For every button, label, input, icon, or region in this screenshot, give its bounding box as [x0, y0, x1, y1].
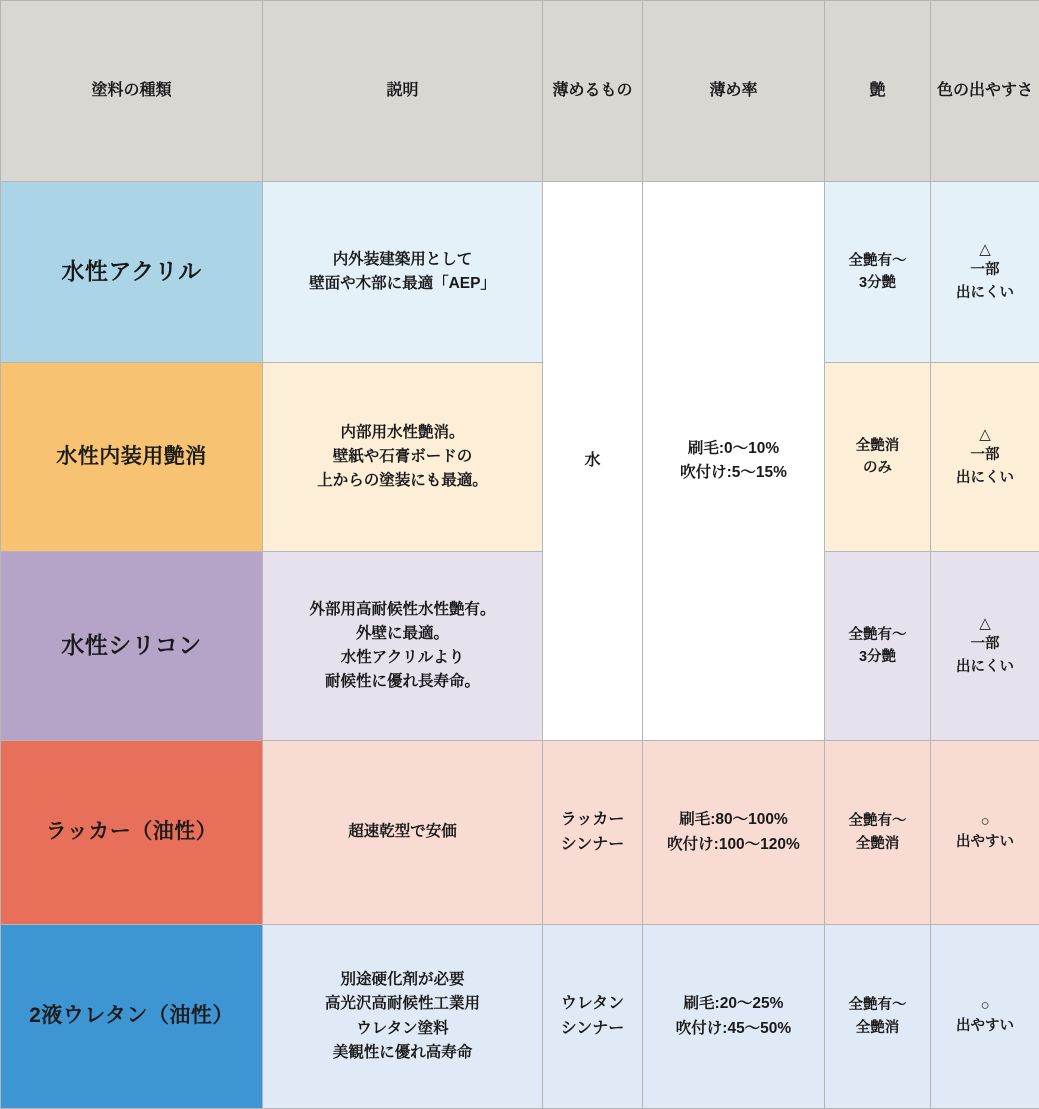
paint-type-name: ラッカー（油性）	[1, 741, 263, 925]
color-ease-cell	[931, 925, 1039, 1109]
table-header-row	[1, 1, 1039, 182]
paint-description: 内外装建築用として 壁面や木部に最適「AEP」	[263, 182, 543, 363]
paint-description: 内部用水性艶消。 壁紙や石膏ボードの 上からの塗装にも最適。	[263, 363, 543, 552]
table-row	[1, 182, 1039, 363]
color-ease-mark: △	[937, 425, 1033, 445]
column-header-desc: 説明	[263, 1, 543, 182]
color-ease-text: 一部 出にくい	[937, 444, 1033, 489]
dilution-rate-value: 刷毛:20〜25% 吹付け:45〜50%	[643, 925, 825, 1109]
column-header-color: 色の出やすさ	[931, 1, 1039, 182]
color-ease-mark: △	[937, 240, 1033, 260]
table-row	[1, 741, 1039, 925]
column-header-rate: 薄め率	[643, 1, 825, 182]
color-ease-text: 出やすい	[937, 1015, 1033, 1037]
color-ease-text: 出やすい	[937, 831, 1033, 853]
gloss-value: 全艶有〜 3分艶	[825, 552, 931, 741]
table-row	[1, 552, 1039, 741]
color-ease-mark: △	[937, 614, 1033, 634]
paint-type-name: 水性内装用艶消	[1, 363, 263, 552]
thinner-water: 水	[543, 182, 643, 741]
gloss-value: 全艶有〜 3分艶	[825, 182, 931, 363]
column-header-gloss: 艶	[825, 1, 931, 182]
color-ease-cell	[931, 182, 1039, 363]
column-header-thinner: 薄めるもの	[543, 1, 643, 182]
paint-type-name: 2液ウレタン（油性）	[1, 925, 263, 1109]
paint-type-name: 水性アクリル	[1, 182, 263, 363]
color-ease-text: 一部 出にくい	[937, 259, 1033, 304]
column-header-type: 塗料の種類	[1, 1, 263, 182]
color-ease-mark: ○	[937, 996, 1033, 1016]
dilution-rate-value: 刷毛:80〜100% 吹付け:100〜120%	[643, 741, 825, 925]
color-ease-cell	[931, 741, 1039, 925]
paint-description: 超速乾型で安価	[263, 741, 543, 925]
dilution-rate-water: 刷毛:0〜10% 吹付け:5〜15%	[643, 182, 825, 741]
table-row	[1, 363, 1039, 552]
gloss-value: 全艶有〜 全艶消	[825, 925, 931, 1109]
color-ease-cell	[931, 552, 1039, 741]
paint-type-name: 水性シリコン	[1, 552, 263, 741]
thinner-value: ウレタン シンナー	[543, 925, 643, 1109]
thinner-value: ラッカー シンナー	[543, 741, 643, 925]
color-ease-cell	[931, 363, 1039, 552]
gloss-value: 全艶有〜 全艶消	[825, 741, 931, 925]
color-ease-mark: ○	[937, 812, 1033, 832]
paint-description: 外部用高耐候性水性艶有。 外壁に最適。 水性アクリルより 耐候性に優れ長寿命。	[263, 552, 543, 741]
color-ease-text: 一部 出にくい	[937, 633, 1033, 678]
table-row	[1, 925, 1039, 1109]
paint-description: 別途硬化剤が必要 高光沢高耐候性工業用 ウレタン塗料 美観性に優れ高寿命	[263, 925, 543, 1109]
gloss-value: 全艶消 のみ	[825, 363, 931, 552]
